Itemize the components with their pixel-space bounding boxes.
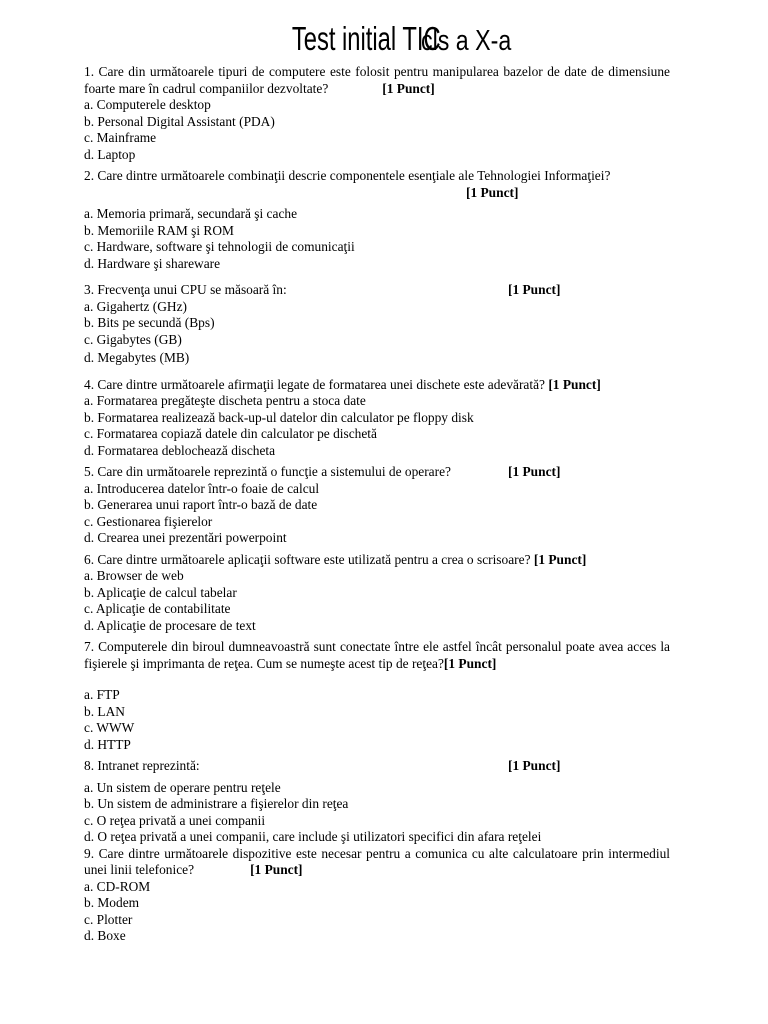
question-3-points: [1 Punct]	[508, 282, 561, 297]
question-3-option-d: d. Megabytes (MB)	[84, 350, 190, 365]
question-4-text: 4. Care dintre următoarele afirmaţii legate de formatarea unei dischete este adevărată?	[84, 376, 545, 392]
question-4-option-a: a. Formatarea pregăteşte discheta pentru a stoca date	[84, 393, 366, 408]
document-title	[0, 20, 768, 58]
question-1-option-c: c. Mainframe	[84, 130, 157, 145]
question-8-points: [1 Punct]	[508, 758, 561, 773]
question-6-text: 6. Care dintre următoarele aplicaţii software este utilizată pentru a crea o scrisoare?	[84, 551, 531, 567]
question-4-option-c: c. Formatarea copiază datele din calculator pe dischetă	[84, 426, 377, 441]
question-5	[84, 464, 670, 547]
question-5-option-c: c. Gestionarea fişierelor	[84, 513, 213, 529]
question-1-text: 1. Care din următoarele tipuri de computere este folosit pentru manipularea bazelor de date de dimensiune foarte mare în cadrul companiilor dezvoltate?	[84, 64, 670, 96]
question-7-text: 7. Computerele din biroul dumneavoastră sunt conectate între ele astfel încât personalul poate avea acces la fişierele şi imprimanta de reţea. Cum se numeşte acest tip de reţea?	[84, 639, 670, 671]
question-9-option-b: b. Modem	[84, 895, 140, 910]
question-7-option-c: c. WWW	[84, 720, 135, 735]
question-6-option-c: c. Aplicaţie de contabilitate	[84, 601, 231, 616]
question-6-option-a: a. Browser de web	[84, 568, 184, 583]
question-3-option-c: c. Gigabytes (GB)	[84, 331, 182, 347]
question-2-option-d: d. Hardware şi shareware	[84, 255, 221, 271]
question-4-option-b: b. Formatarea realizează back-up-ul datelor din calculator pe floppy disk	[84, 409, 474, 425]
question-6-option-b: b. Aplicaţie de calcul tabelar	[84, 584, 237, 600]
question-2-option-c: c. Hardware, software şi tehnologii de comunicaţii	[84, 239, 355, 254]
question-2-option-b: b. Memoriile RAM şi ROM	[84, 222, 234, 238]
question-9-text: 9. Care dintre următoarele dispozitive este necesar pentru a comunica cu alte calculatoare prin intermediul unei linii telefonice?	[84, 845, 670, 877]
title-class: cls a X-a	[420, 25, 512, 57]
question-3-option-b: b. Bits pe secundă (Bps)	[84, 315, 215, 330]
question-6-points: [1 Punct]	[533, 551, 587, 567]
title-main: Test initial TIC	[292, 20, 441, 57]
question-3	[84, 282, 670, 367]
question-5-option-b: b. Generarea unui raport într-o bază de date	[84, 497, 318, 512]
questions-list	[84, 64, 670, 945]
question-9-option-a: a. CD-ROM	[84, 878, 151, 894]
question-8-option-b: b. Un sistem de administrare a fişierelor din reţea	[84, 796, 349, 811]
question-8-option-a: a. Un sistem de operare pentru reţele	[84, 779, 281, 795]
question-2	[84, 168, 670, 272]
question-2-points: [1 Punct]	[466, 184, 519, 200]
question-7-option-b: b. LAN	[84, 703, 125, 719]
question-9-option-d: d. Boxe	[84, 928, 126, 943]
question-8	[84, 758, 670, 846]
question-1-points: [1 Punct]	[382, 80, 435, 96]
question-8-option-d: d. O reţea privată a unei companii, care include şi utilizatori specifici din afara reţelei	[84, 829, 542, 844]
question-3-option-a: a. Gigahertz (GHz)	[84, 298, 187, 314]
question-4	[84, 377, 670, 460]
question-7	[84, 639, 670, 753]
question-8-option-c: c. O reţea privată a unei companii	[84, 812, 266, 828]
question-6	[84, 552, 670, 635]
question-1-option-a: a. Computerele desktop	[84, 97, 211, 112]
question-5-option-a: a. Introducerea datelor într-o foaie de calcul	[84, 480, 320, 496]
question-5-points: [1 Punct]	[508, 464, 561, 479]
question-7-option-a: a. FTP	[84, 687, 120, 702]
question-7-points: [1 Punct]	[443, 655, 497, 671]
question-2-text: 2. Care dintre următoarele combinaţii descrie componentele esenţiale ale Tehnologiei Informaţiei?	[84, 168, 611, 183]
question-5-option-d: d. Crearea unei prezentări powerpoint	[84, 530, 287, 545]
question-3-text: 3. Frecvenţa unui CPU se măsoară în:	[84, 282, 287, 297]
question-5-text: 5. Care din următoarele reprezintă o funcţie a sistemului de operare?	[84, 464, 451, 479]
question-2-option-a: a. Memoria primară, secundară şi cache	[84, 206, 298, 221]
question-4-option-d: d. Formatarea deblochează discheta	[84, 442, 276, 458]
question-1-option-b: b. Personal Digital Assistant (PDA)	[84, 113, 275, 129]
question-8-text: 8. Intranet reprezintă:	[84, 758, 200, 773]
question-9-option-c: c. Plotter	[84, 911, 133, 927]
question-6-option-d: d. Aplicaţie de procesare de text	[84, 617, 256, 633]
question-1-option-d: d. Laptop	[84, 146, 136, 162]
question-1	[84, 64, 670, 163]
question-7-option-d: d. HTTP	[84, 736, 131, 752]
question-9-points: [1 Punct]	[250, 862, 303, 877]
question-4-points: [1 Punct]	[548, 376, 601, 392]
question-9	[84, 846, 670, 945]
